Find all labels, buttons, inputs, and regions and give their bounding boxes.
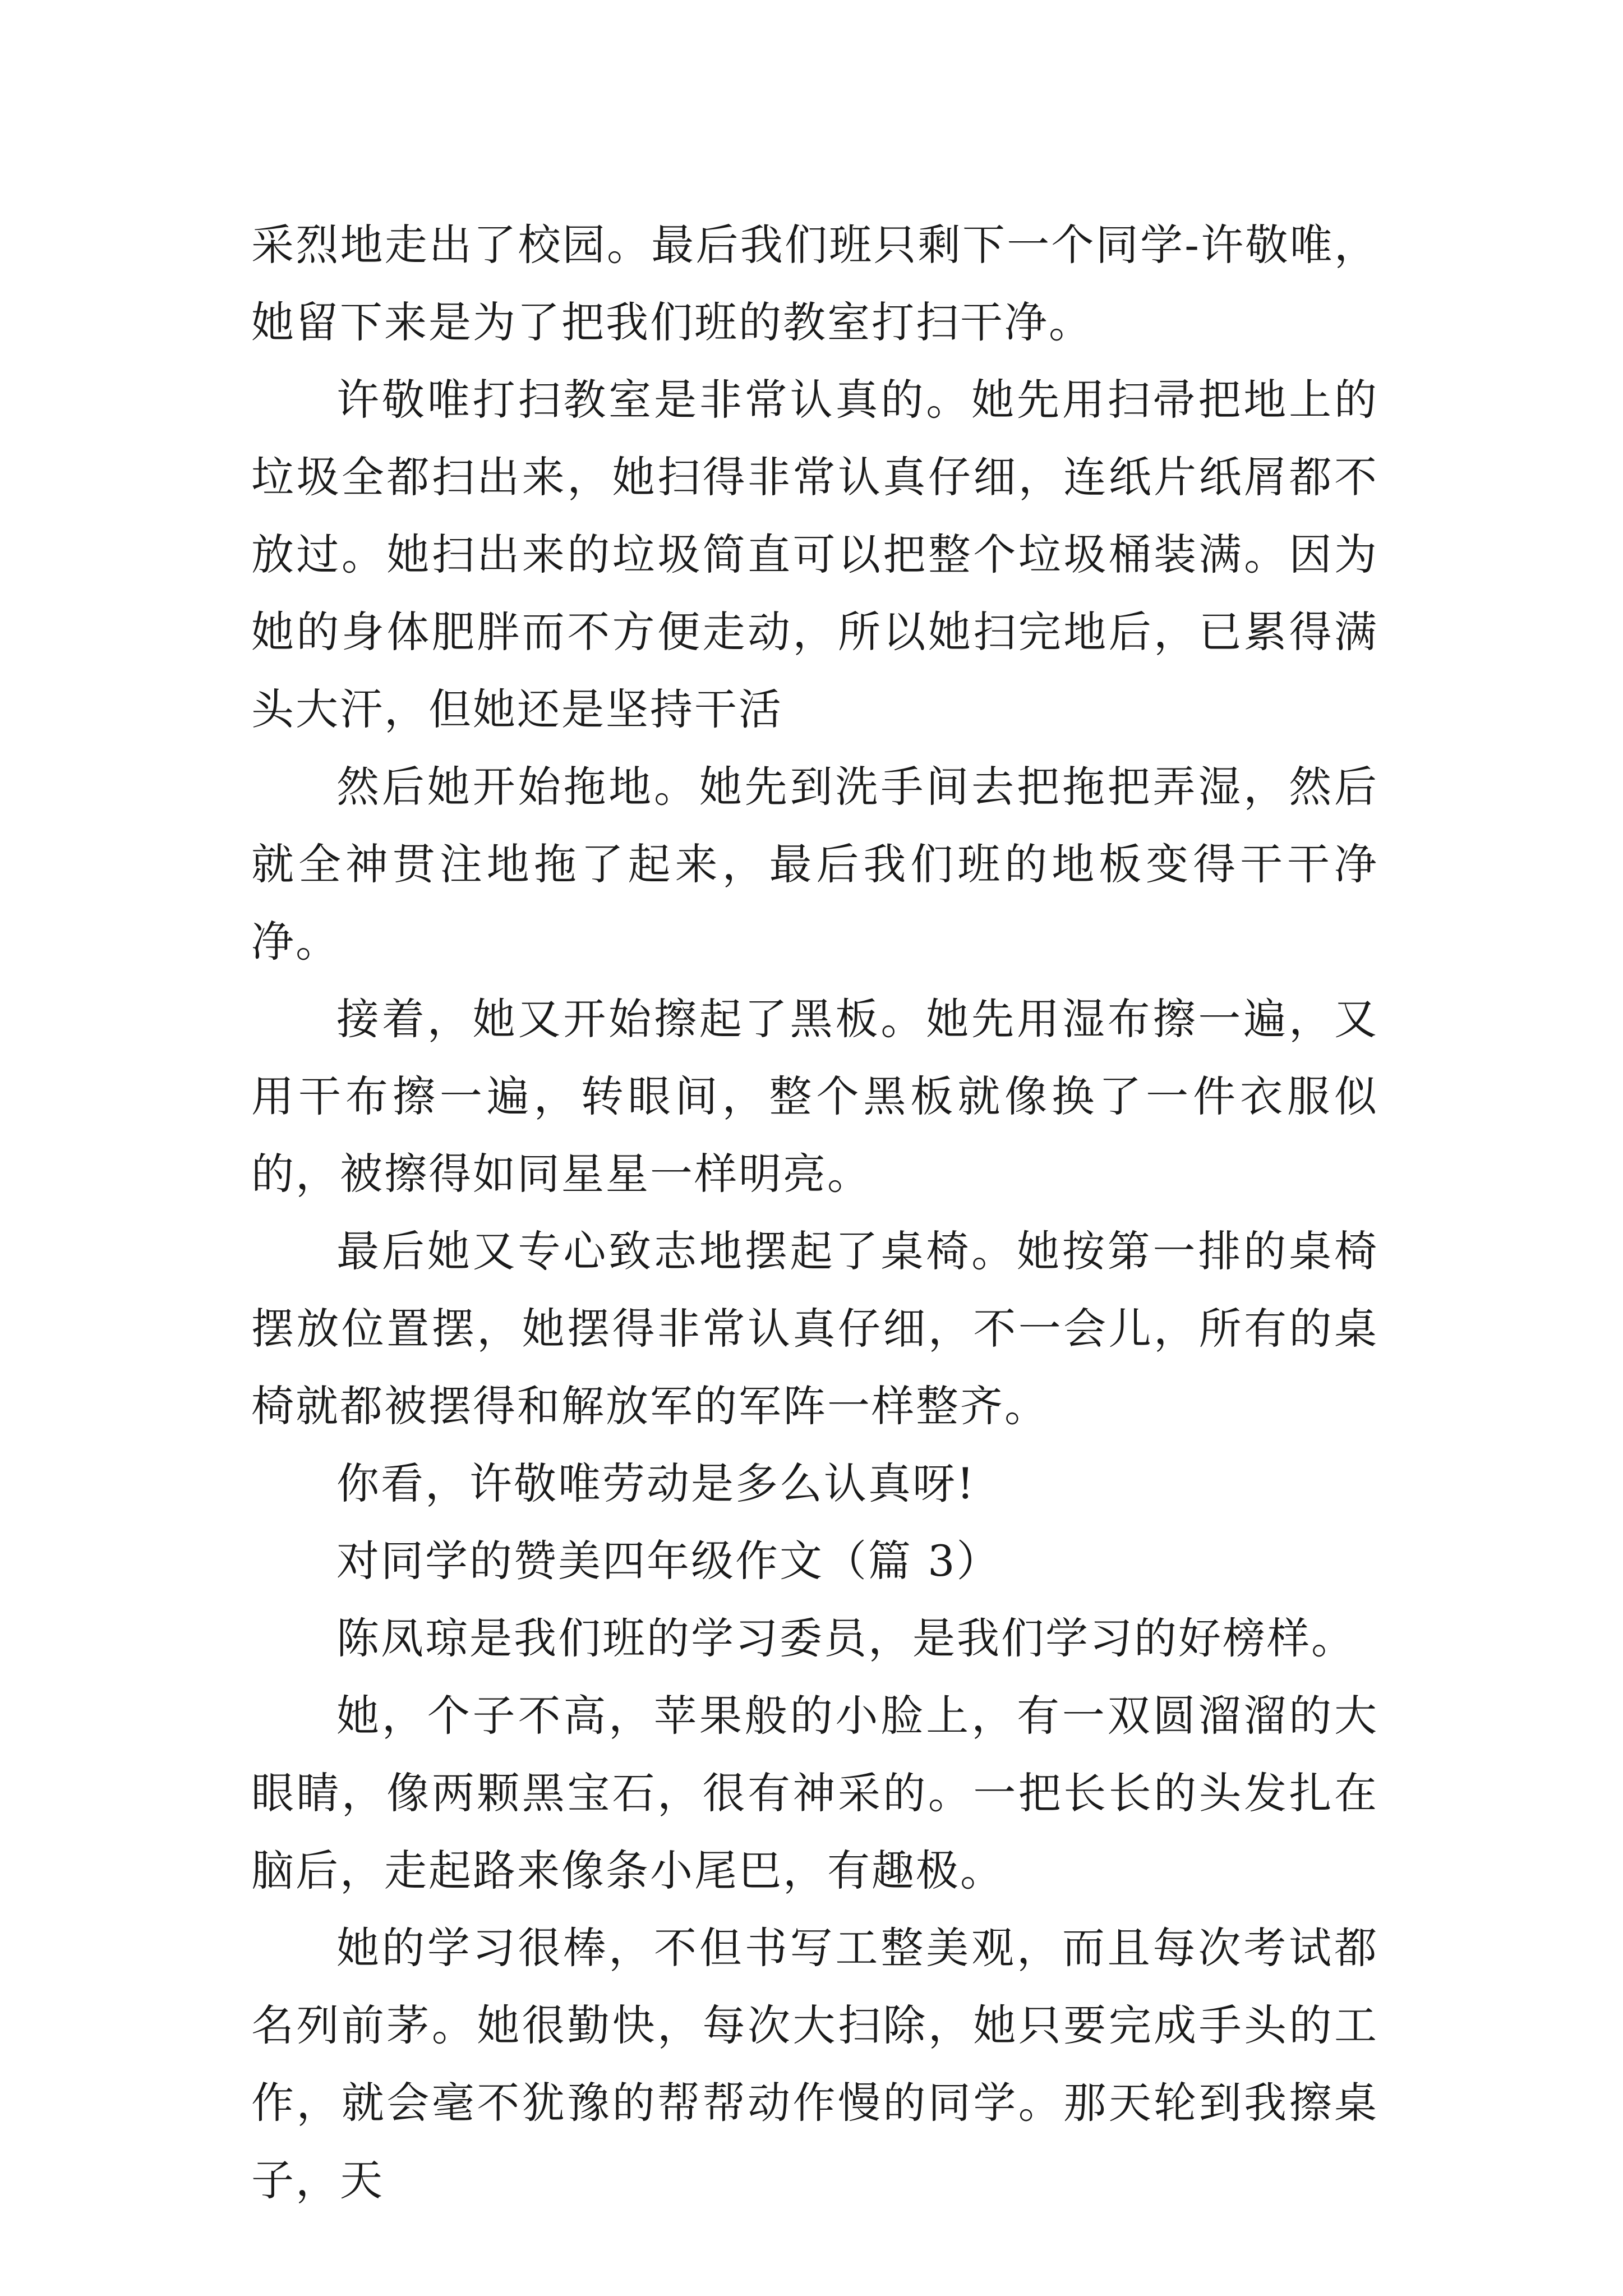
document-body xyxy=(251,206,1378,2219)
paragraph-4: 接着，她又开始擦起了黑板。她先用湿布擦一遍，又用干布擦一遍，转眼间，整个黑板就像换了一件衣服似的，被擦得如同星星一样明亮。 xyxy=(251,994,1378,1199)
paragraph-1: 采烈地走出了校园。最后我们班只剩下一个同学-许敬唯，她留下来是为了把我们班的教室打扫干净。 xyxy=(251,220,1378,347)
section-heading: 对同学的赞美四年级作文（篇 3） xyxy=(336,1536,1001,1586)
paragraph-5: 最后她又专心致志地摆起了桌椅。她按第一排的桌椅摆放位置摆，她摆得非常认真仔细，不一会儿，所有的桌椅就都被摆得和解放军的军阵一样整齐。 xyxy=(251,1226,1378,1431)
paragraph-3: 然后她开始拖地。她先到洗手间去把拖把弄湿，然后就全神贯注地拖了起来，最后我们班的地板变得干干净净。 xyxy=(251,762,1378,967)
paragraph-10: 她的学习很棒，不但书写工整美观，而且每次考试都名列前茅。她很勤快，每次大扫除，她只要完成手头的工作，就会毫不犹豫的帮帮动作慢的同学。那天轮到我擦桌子，天 xyxy=(251,1923,1378,2205)
paragraph-6: 你看，许敬唯劳动是多么认真呀! xyxy=(336,1458,976,1508)
paragraph-8: 陈凤琼是我们班的学习委员，是我们学习的好榜样。 xyxy=(336,1613,1355,1663)
paragraph-9: 她，个子不高，苹果般的小脸上，有一双圆溜溜的大眼睛，像两颗黑宝石，很有神采的。一把长长的头发扎在脑后，走起路来像条小尾巴，有趣极。 xyxy=(251,1691,1378,1895)
paragraph-2: 许敬唯打扫教室是非常认真的。她先用扫帚把地上的垃圾全都扫出来，她扫得非常认真仔细，连纸片纸屑都不放过。她扫出来的垃圾简直可以把整个垃圾桶装满。因为她的身体肥胖而不方便走动，所以她扫完地后，已累得满头大汗，但她还是坚持干活 xyxy=(251,375,1378,734)
